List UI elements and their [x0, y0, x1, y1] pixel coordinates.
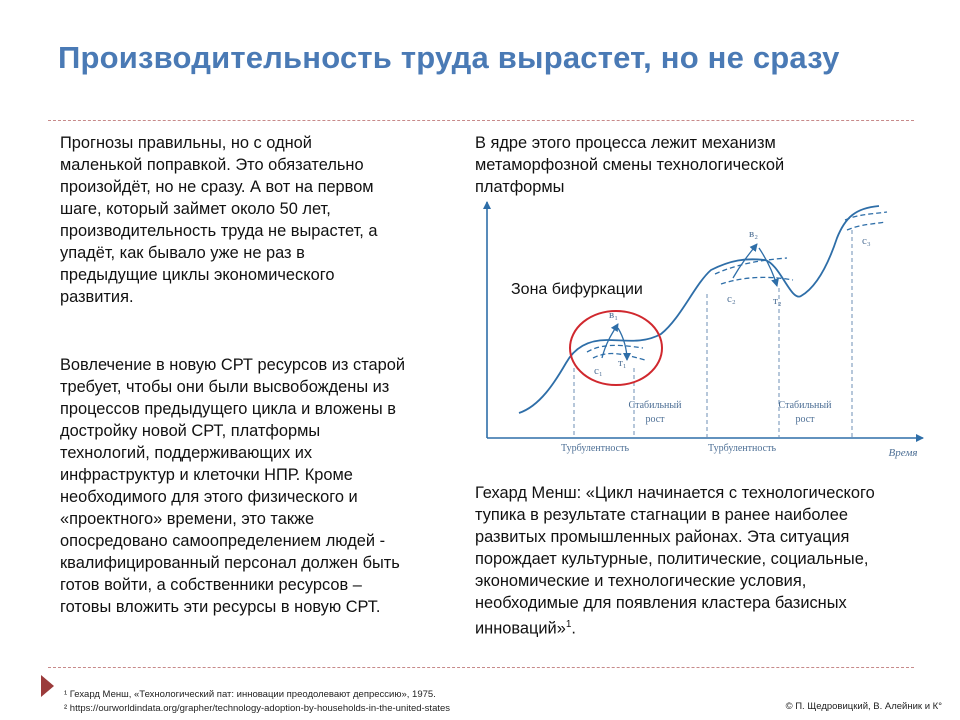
- mensch-quote: Гехард Менш: «Цикл начинается с технологического тупика в результате стагнации в ранее наиболее развитых промышленных районах. Эта ситуация порождает культурные, политические, социальные, экономические и технологические условия, необходимые для появления кластера базисных инноваций»$^1$.: [475, 484, 875, 638]
- label-c2: с₂: [727, 293, 736, 305]
- bifurcation-zone-label: Зона бифуркации: [511, 281, 643, 298]
- stable-1-line2: рост: [645, 414, 665, 425]
- copyright: © П. Щедровицкий, В. Алейник и К°: [785, 701, 942, 712]
- stable-growth-labels: [629, 400, 833, 425]
- label-t1: т₁: [618, 357, 627, 369]
- stable-2-line1: Стабильный: [778, 400, 832, 411]
- label-b2: в₂: [749, 228, 759, 240]
- turbulence-2: Турбулентность: [708, 443, 776, 454]
- bottom-divider: [48, 667, 914, 668]
- bifurcation-zone-circle: [570, 311, 662, 385]
- footnote-ref: 1: [565, 619, 572, 630]
- page-title: Производительность труда вырастет, но не сразу: [58, 40, 840, 75]
- turbulence-labels: [561, 443, 776, 454]
- growth-curve: [519, 206, 879, 413]
- point-labels: [594, 228, 871, 377]
- x-axis-label: Время: [888, 447, 918, 459]
- left-paragraph-2: Вовлечение в новую СРТ ресурсов из старой требует, чтобы они были высвобождены из процессов предыдущего цикла и вложены в достройку новой СРТ, платформы технологий, поддерживающих их инфраструктур и клеточки НПР. Кроме необходимого для этого физического и «проектного» времени, это также опосредовано самоопределением людей - квалифицированный персонал должен быть готов войти, а собственники ресурсов – готовы вложить эти ресурсы в новую СРТ.: [60, 356, 406, 616]
- corner-triangle: [41, 675, 54, 697]
- stable-2-line2: рост: [795, 414, 815, 425]
- top-divider: [48, 120, 914, 121]
- turbulence-1: Турбулентность: [561, 443, 629, 454]
- label-t2: т₂: [773, 295, 782, 307]
- label-c1: с₁: [594, 365, 603, 377]
- footnote-1: ¹ Гехард Менш, «Технологический пат: инновации преодолевают депрессию», 1975.: [64, 689, 436, 700]
- label-c3: с₃: [862, 235, 871, 247]
- footnote-2: ² https://ourworldindata.org/grapher/technology-adoption-by-households-in-the-united-states: [64, 703, 451, 714]
- right-intro: В ядре этого процесса лежит механизм метаморфозной смены технологической платформы: [475, 134, 785, 196]
- platform-change-diagram: [475, 192, 935, 464]
- label-b1: в₁: [609, 309, 619, 321]
- bifurcation-arrows: [602, 244, 777, 360]
- stable-1-line1: Стабильный: [628, 400, 682, 411]
- left-paragraph-1: Прогнозы правильны, но с одной маленькой поправкой. Это обязательно произойдёт, но не сразу. А вот на первом шаге, который займет около 50 лет, производительность труда не вырастет, а упадёт, как бывало уже не раз в предыдущие циклы экономического развития.: [60, 134, 378, 306]
